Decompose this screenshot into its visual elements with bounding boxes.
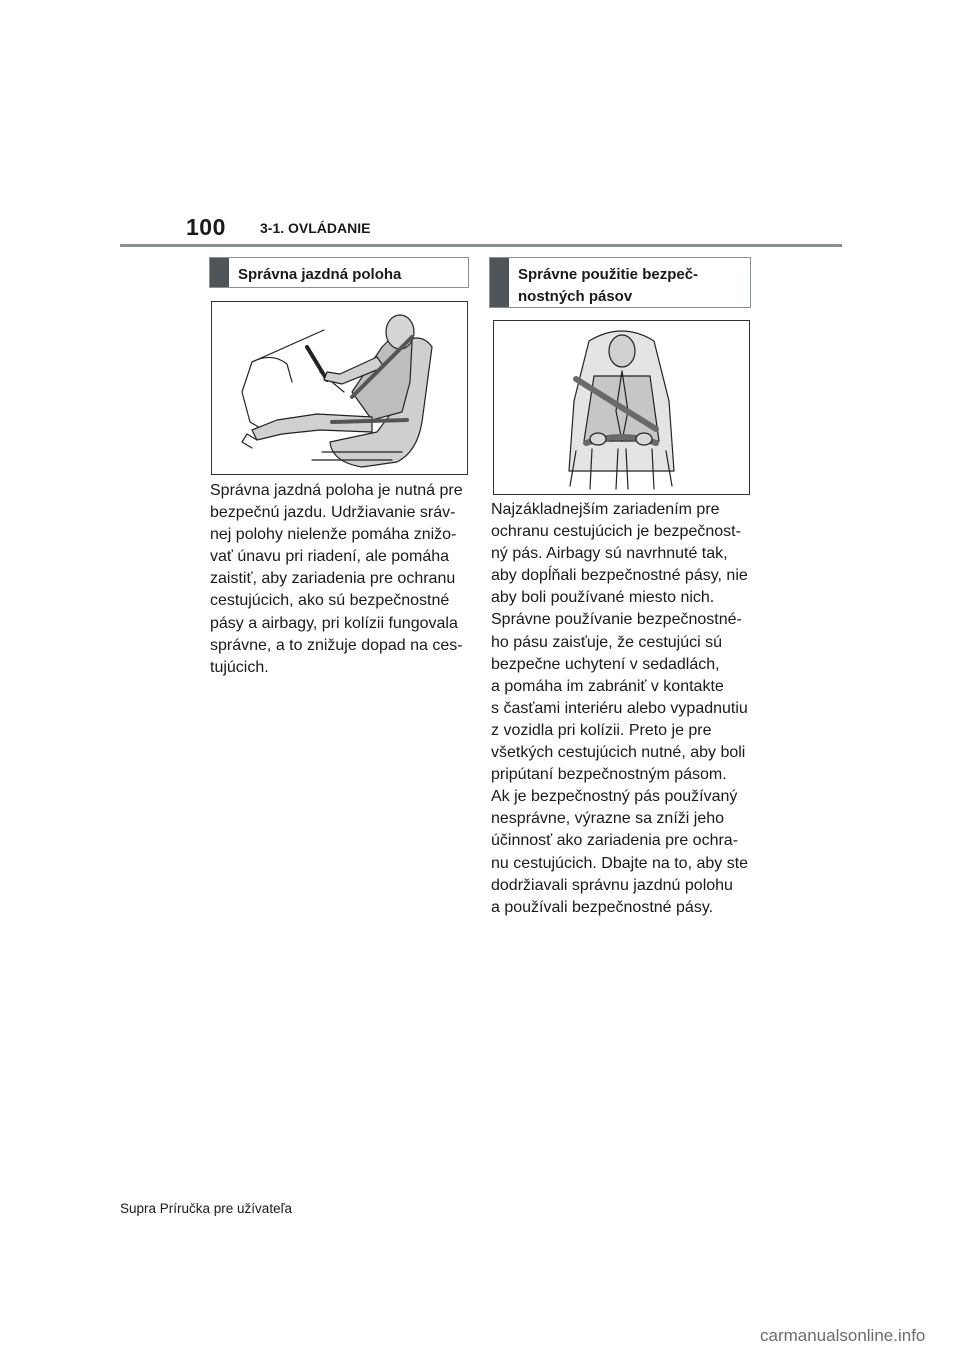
section-heading-label: Správna jazdná poloha <box>238 266 402 283</box>
text-line: ochranu cestujúcich je bezpečnost- <box>491 523 741 541</box>
text-line: ný pás. Airbagy sú navrhnuté tak, <box>491 545 728 563</box>
text-line: vať únavu pri riadení, ale pomáha <box>210 548 450 566</box>
section-heading-seatbelt-use <box>489 257 751 308</box>
text-line: ho pásu zaisťuje, že cestujúci sú <box>491 633 723 651</box>
seatbelt-usage-figure <box>493 320 750 495</box>
text-line: tujúcich. <box>210 658 269 676</box>
watermark: carmanualsonline.info <box>760 1326 926 1345</box>
section-heading-label <box>518 264 744 308</box>
section-heading-line: Správne použitie bezpeč- <box>518 266 699 283</box>
section-heading-line: nostných pásov <box>518 288 633 305</box>
text-line: aby boli používané miesto nich. <box>491 589 715 607</box>
page-number: 100 <box>186 214 226 240</box>
seatbelt-usage-icon <box>494 321 749 494</box>
text-line: cestujúcich, ako sú bezpečnostné <box>210 592 450 610</box>
text-line: správne, a to znižuje dopad na ces- <box>210 636 463 654</box>
driving-posture-icon <box>212 302 467 474</box>
text-line: bezpečnú jazdu. Udržiavanie sráv- <box>210 504 456 522</box>
text-line: z vozidla pri kolízii. Preto je pre <box>491 721 712 739</box>
footer-manual-title: Supra Príručka pre užívateľa <box>120 1201 293 1216</box>
driving-posture-figure <box>211 301 468 475</box>
text-line: bezpečne uchytení v sedadlách, <box>491 655 720 673</box>
driving-position-description <box>210 480 472 679</box>
section-heading-driving-position <box>209 257 469 288</box>
text-line: nesprávne, výrazne sa zníži jeho <box>491 810 725 828</box>
text-line: pripútaní bezpečnostným pásom. <box>491 766 727 784</box>
text-line: pásy a airbagy, pri kolízii fungovala <box>210 614 458 632</box>
text-line: zaistiť, aby zariadenia pre ochranu <box>210 570 456 588</box>
text-line: aby dopĺňali bezpečnostné pásy, nie <box>491 567 748 585</box>
seatbelt-usage-description <box>491 499 753 919</box>
text-line: nu cestujúcich. Dbajte na to, aby ste <box>491 854 749 872</box>
header-divider <box>120 244 842 247</box>
section-heading-marker <box>210 258 229 287</box>
text-line: všetkých cestujúcich nutné, aby boli <box>491 744 746 762</box>
text-line: Správne používanie bezpečnostné- <box>491 611 742 629</box>
section-heading-marker <box>490 258 509 307</box>
text-line: a pomáha im zabrániť v kontakte <box>491 677 724 695</box>
text-line: účinnosť ako zariadenia pre ochra- <box>491 832 739 850</box>
text-line: s časťami interiéru alebo vypadnutiu <box>491 699 748 717</box>
text-line: a používali bezpečnostné pásy. <box>491 898 714 916</box>
text-line: Ak je bezpečnostný pás používaný <box>491 788 738 806</box>
chapter-title: 3-1. OVLÁDANIE <box>260 220 371 236</box>
text-line: Najzákladnejším zariadením pre <box>491 501 720 518</box>
text-line: Správna jazdná poloha je nutná pre <box>210 482 463 499</box>
text-line: nej polohy nielenže pomáha znižo- <box>210 526 457 544</box>
text-line: dodržiavali správnu jazdnú polohu <box>491 876 733 894</box>
